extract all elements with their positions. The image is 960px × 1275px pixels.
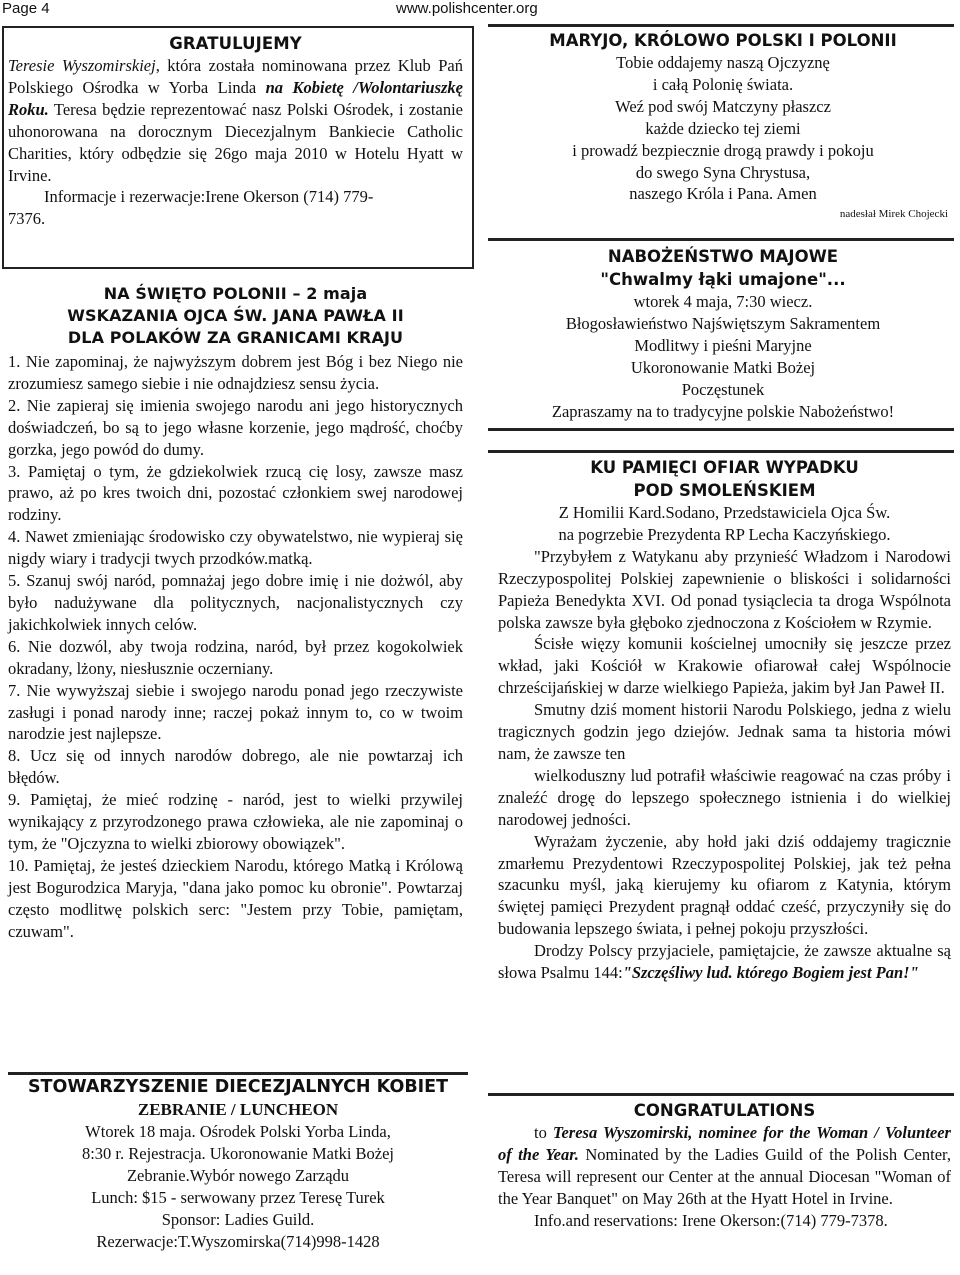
maryjo-title: MARYJO, KRÓLOWO POLSKI I POLONII [549, 31, 897, 50]
stowarzyszenie-line: Sponsor: Ladies Guild. [161, 1209, 315, 1229]
divider [488, 1093, 954, 1096]
divider [488, 450, 954, 453]
swieto-item: 10. Pamiętaj, że jesteś dzieckiem Narodu, którego Matką i Królową jest Bogurodzica Maryja, "dana jako pomoc ku obronie". Powtarzaj często modlitwę polskich serc: "Jestem przy Tobie, pamiętam, czuwam". [8, 855, 463, 941]
nabozenstwo-line: Modlitwy i pieśni Maryjne [634, 335, 812, 355]
smolensk-section [498, 456, 951, 984]
maryjo-line: do swego Syna Chrystusa, [635, 162, 811, 182]
page-number: Page 4 [2, 0, 50, 17]
stowarzyszenie-line: Rezerwacje:T.Wyszomirska(714)998-1428 [96, 1231, 380, 1251]
swieto-item: 1. Nie zapominaj, że najwyższym dobrem jest Bóg i bez Niego nie zrozumiesz samego siebie i nie odnajdziesz sensu życia. [8, 352, 463, 393]
smolensk-intro: Z Homilii Kard.Sodano, Przedstawiciela Ojca Św. [558, 503, 891, 522]
smolensk-paragraph: Wyrażam życzenie, aby hołd jaki dziś oddajemy tragicznie zmarłemu Prezydentowi Rzeczypospolitej Polskiej, jak też pełna szacunku myśl, jaką kierujemy ku ofiarom z Katynia, którym świętej pamięci Prezydent pragnął oddać cześć, przyczyniły się do budowania lepszego świata, i pełnej pokoju przyszłości. [498, 831, 951, 939]
nabozenstwo-line: Zapraszamy na to tradycyjne polskie Nabożeństwo! [551, 401, 895, 421]
maryjo-line: i całą Polonię świata. [652, 74, 794, 94]
congrats-title: CONGRATULATIONS [633, 1101, 816, 1120]
swieto-item: 2. Nie zapieraj się imienia swojego narodu ani jego historycznych doświadczeń, bo są to jego własne korzenie, jego mądrość, choćby gorzka, jego powód do dumy. [8, 395, 463, 459]
swieto-item: 8. Ucz się od innych narodów dobrego, ale nie powtarzaj ich błędów. [8, 746, 463, 788]
smolensk-intro: na pogrzebie Prezydenta RP Lecha Kaczyńskiego. [558, 524, 891, 544]
maryjo-line: Weź pod swój Matczyny płaszcz [615, 96, 831, 116]
smolensk-paragraph: wielkoduszny lud potrafił właściwie reagować na czas próby i znaleźć drogę do lepszego społecznego istnienia i do wielkiej narodowej jedności. [498, 765, 951, 829]
swieto-item: 5. Szanuj swój naród, pomnażaj jego dobre imię i nie dożwól, aby było nadużywane dla politycznych, nacjonalistycznych czy jakichkolwiek innych celów. [8, 571, 463, 634]
maryjo-line: i prowadź bezpiecznie drogą prawdy i pokoju [572, 140, 874, 160]
stowarzyszenie-line: Wtorek 18 maja. Ośrodek Polski Yorba Linda, [85, 1122, 391, 1141]
swieto-item: 3. Pamiętaj o tym, że gdziekolwiek rzucą cię losy, zawsze masz prawo, aż po kres twoich dni, pozostać członkiem swej narodowej rodziny. [8, 461, 463, 525]
nabozenstwo-line: Poczęstunek [681, 379, 765, 399]
nominee-name: Teresie Wyszomirskiej [8, 56, 156, 75]
nabozenstwo-line: wtorek 4 maja, 7:30 wiecz. [633, 292, 813, 311]
smolensk-paragraph: Smutny dziś moment historii Narodu Polskiego, jedna z wielu tragicznych godzin jego dziejów. Jednak sama ta historia mówi nam, że zawsze ten [498, 700, 951, 763]
nabozenstwo-section [492, 245, 954, 422]
nabozenstwo-title-2: "Chwalmy łąki umajone"... [600, 270, 846, 289]
gratulujemy-info-cont: 7376. [8, 209, 46, 229]
maryjo-section [492, 30, 954, 220]
swieto-item: 4. Nawet zmieniając środowisko czy obywatelstwo, nie wypieraj się nigdy wiary i tradycji twych przodków.matką. [8, 527, 463, 569]
maryjo-line: Tobie oddajemy naszą Ojczyznę [616, 53, 830, 72]
maryjo-line: każde dziecko tej ziemi [645, 118, 801, 138]
swieto-title-3: DLA POLAKÓW ZA GRANICAMI KRAJU [67, 328, 404, 347]
divider [488, 24, 954, 27]
swieto-title-1: NA ŚWIĘTO POLONII – 2 maja [103, 284, 368, 303]
stowarzyszenie-line: 8:30 r. Rejestracja. Ukoronowanie Matki Bożej [81, 1143, 395, 1163]
stowarzyszenie-line: Zebranie.Wybór nowego Zarządu [126, 1165, 350, 1185]
nabozenstwo-line: Błogosławieństwo Najświętszym Sakramentem [565, 313, 881, 333]
swieto-section [8, 283, 463, 942]
stowarzyszenie-section [8, 1076, 468, 1252]
congrats-body: to Teresa Wyszomirski, nominee for the Woman / Volunteer of the Year. Nominated by the Ladies Guild of the Polish Center, Teresa will represent our Center at the annual Diocesan "Woman of the Year Banquet" on May 26th at the Hyatt Hotel in Irvine. [498, 1123, 951, 1208]
nabozenstwo-line: Ukoronowanie Matki Bożej [630, 357, 816, 377]
gratulujemy-section [8, 33, 463, 230]
swieto-item: 9. Pamiętaj, że mieć rodzinę - naród, jest to wielki przywilej wynikający z przyrodzonego prawa człowieka, ale nie zapominaj o tym, że "Ojczyzna to wielki zbiorowy obowiązek". [8, 790, 463, 853]
nabozenstwo-title-1: NABOŻEŃSTWO MAJOWE [607, 247, 839, 266]
swieto-item: 6. Nie dozwól, aby twoja rodzina, naród, był przez kogokolwiek okradany, lżony, niesłusznie oczerniany. [8, 636, 463, 678]
congrats-info: Info.and reservations: Irene Okerson:(714) 779-7378. [534, 1210, 888, 1230]
smolensk-title-2: POD SMOLEŃSKIEM [633, 481, 816, 500]
maryjo-line: naszego Króla i Pana. Amen [629, 184, 817, 204]
stowarzyszenie-title: STOWARZYSZENIE DIECEZJALNYCH KOBIET [27, 1077, 449, 1097]
smolensk-paragraph: "Przybyłem z Watykanu aby przynieść Władzom i Narodowi Rzeczypospolitej Polskiej zapewnienie o bliskości i solidarności Papieża Benedykta XVI. Od ponad tysiąclecia ta droga Wspólnota polska zawsze była głęboko zjednoczona z Kościołem w Rzymie. [498, 546, 951, 632]
smolensk-closing: Drodzy Polscy przyjaciele, pamiętajcie, że zawsze aktualne są słowa Psalmu 144:"Szczęśliwy lud. którego Bogiem jest Pan!" [498, 941, 951, 983]
swieto-title-2: WSKAZANIA OJCA ŚW. JANA PAWŁA II [67, 306, 404, 325]
gratulujemy-text: Teresie Wyszomirskiej, która została nominowana przez Klub Pań Polskiego Ośrodka w Yorba Linda na Kobietę /Wolontariuszkę Roku. Teresa będzie reprezentować nasz Polski Ośrodek, i zostanie uhonorowana na dorocznym Diecezjalnym Bankiecie Catholic Charities, który odbędzie się 26go maja 2010 w Hotelu Hyatt w Irvine. [8, 56, 463, 185]
smolensk-paragraph: Ścisłe więzy komunii kościelnej umocniły się jeszcze przez wkład, jaki Kościół w Krakowie ofiarował całej Wspólnocie chrześcijańskiej w darze wielkiego Papieża, jakim był Jan Paweł II. [498, 634, 951, 698]
congrats-section [498, 1100, 951, 1232]
gratulujemy-info: Informacje i rezerwacje:Irene Okerson (714) 779- [44, 187, 374, 207]
smolensk-title-1: KU PAMIĘCI OFIAR WYPADKU [590, 458, 859, 477]
maryjo-credit: nadesłał Mirek Chojecki [839, 208, 948, 221]
gratulujemy-title: GRATULUJEMY [169, 34, 302, 53]
award-name: na Kobietę /Wolontariuszkę Roku. [8, 77, 463, 119]
stowarzyszenie-line: Lunch: $15 - serwowany przez Teresę Turek [91, 1187, 385, 1207]
congrats-nominee: Teresa Wyszomirski, nominee for the Woman / Volunteer of the Year. [498, 1123, 951, 1164]
psalm-quote: "Szczęśliwy lud. którego Bogiem jest Pan!" [622, 963, 919, 983]
site-url[interactable]: www.polishcenter.org [396, 0, 538, 17]
swieto-item: 7. Nie wywyższaj siebie i swojego narodu ponad jego rzeczywiste zasługi i ponad narody inne; raczej pokaż innym to, co w twoim narodzie jest najlepsze. [8, 680, 463, 744]
stowarzyszenie-subtitle: ZEBRANIE / LUNCHEON [137, 1100, 339, 1119]
